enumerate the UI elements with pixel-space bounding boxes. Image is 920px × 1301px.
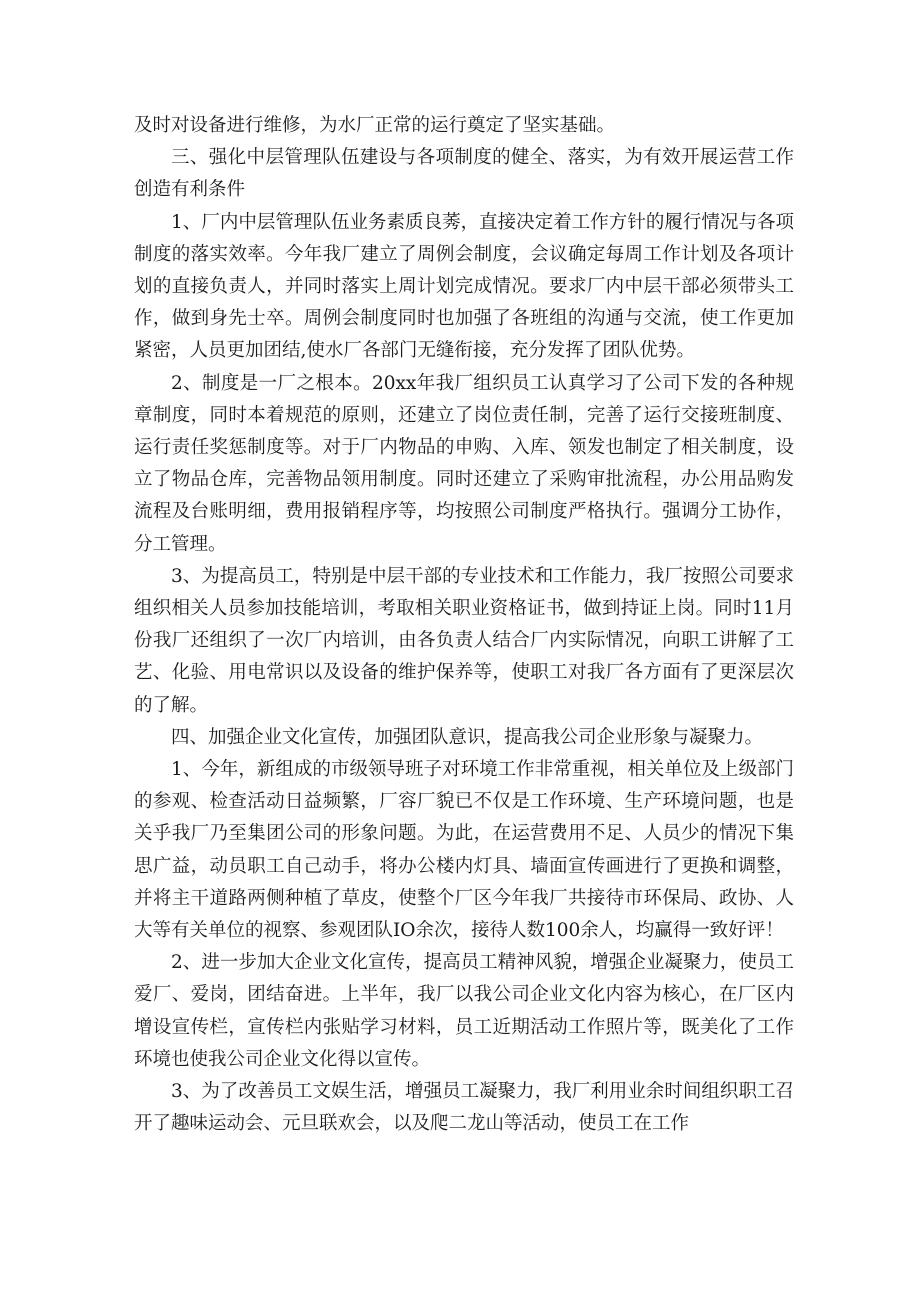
section-heading-3: 三、强化中层管理队伍建设与各项制度的健全、落实，为有效开展运营工作创造有利条件 xyxy=(134,147,794,201)
paragraph-4-1: 1、今年，新组成的市级领导班子对环境工作非常重视，相关单位及上级部门的参观、检查活动日益频繁，厂容厂貌已不仅是工作环境、生产环境问题，也是关乎我厂乃至集团公司的形象问题。为此，在运营费用不足、人员少的情况下集思广益，动员职工自己动手，将办公楼内灯具、墙面宣传画进行了更换和调整，并将主干道路两侧种植了草皮，使整个厂区今年我厂共接待市环保局、政协、人大等有关单位的视察、参观团队IO余次，接待人数100余人，均赢得一致好评！ xyxy=(134,759,794,942)
paragraph-4-3: 3、为了改善员工文娱生活，增强员工凝聚力，我厂利用业余时间组织职工召开了趣味运动会、元旦联欢会，以及爬二龙山等活动，使员工在工作 xyxy=(134,1081,794,1135)
paragraph-4-2: 2、进一步加大企业文化宣传，提高员工精神风貌，增强企业凝聚力，使员工爱厂、爱岗，团结奋进。上半年，我厂以我公司企业文化内容为核心，在厂区内增设宣传栏，宣传栏内张贴学习材料，员工近期活动工作照片等，既美化了工作环境也使我公司企业文化得以宣传。 xyxy=(134,952,794,1070)
section-heading-4: 四、加强企业文化宣传，加强团队意识，提高我公司企业形象与凝聚力。 xyxy=(171,726,764,748)
paragraph-3-2: 2、制度是一厂之根本。20xx年我厂组织员工认真学习了公司下发的各种规章制度，同时本着规范的原则，还建立了岗位责任制，完善了运行交接班制度、运行责任奖惩制度等。对于厂内物品的申购、入库、领发也制定了相关制度，设立了物品仓库，完善物品领用制度。同时还建立了采购审批流程，办公用品购发流程及台账明细，费用报销程序等，均按照公司制度严格执行。强调分工协作，分工管理。 xyxy=(134,372,794,555)
document-body xyxy=(134,110,794,1141)
paragraph-1: 及时对设备进行维修，为水厂正常的运行奠定了坚实基础。 xyxy=(134,115,616,136)
paragraph-3-1: 1、厂内中层管理队伍业务素质良莠，直接决定着工作方针的履行情况与各项制度的落实效率。今年我厂建立了周例会制度，会议确定每周工作计划及各项计划的直接负责人，并同时落实上周计划完成情况。要求厂内中层干部必须带头工作，做到身先士卒。周例会制度同时也加强了各班组的沟通与交流，使工作更加紧密，人员更加团结,使水厂各部门无缝衔接，充分发挥了团队优势。 xyxy=(134,211,794,362)
paragraph-3-3: 3、为提高员工，特别是中层干部的专业技术和工作能力，我厂按照公司要求组织相关人员参加技能培训，考取相关职业资格证书，做到持证上岗。同时11月份我厂还组织了一次厂内培训，由各负责人结合厂内实际情况，向职工讲解了工艺、化验、用电常识以及设备的维护保养等，使职工对我厂各方面有了更深层次的了解。 xyxy=(134,565,794,716)
